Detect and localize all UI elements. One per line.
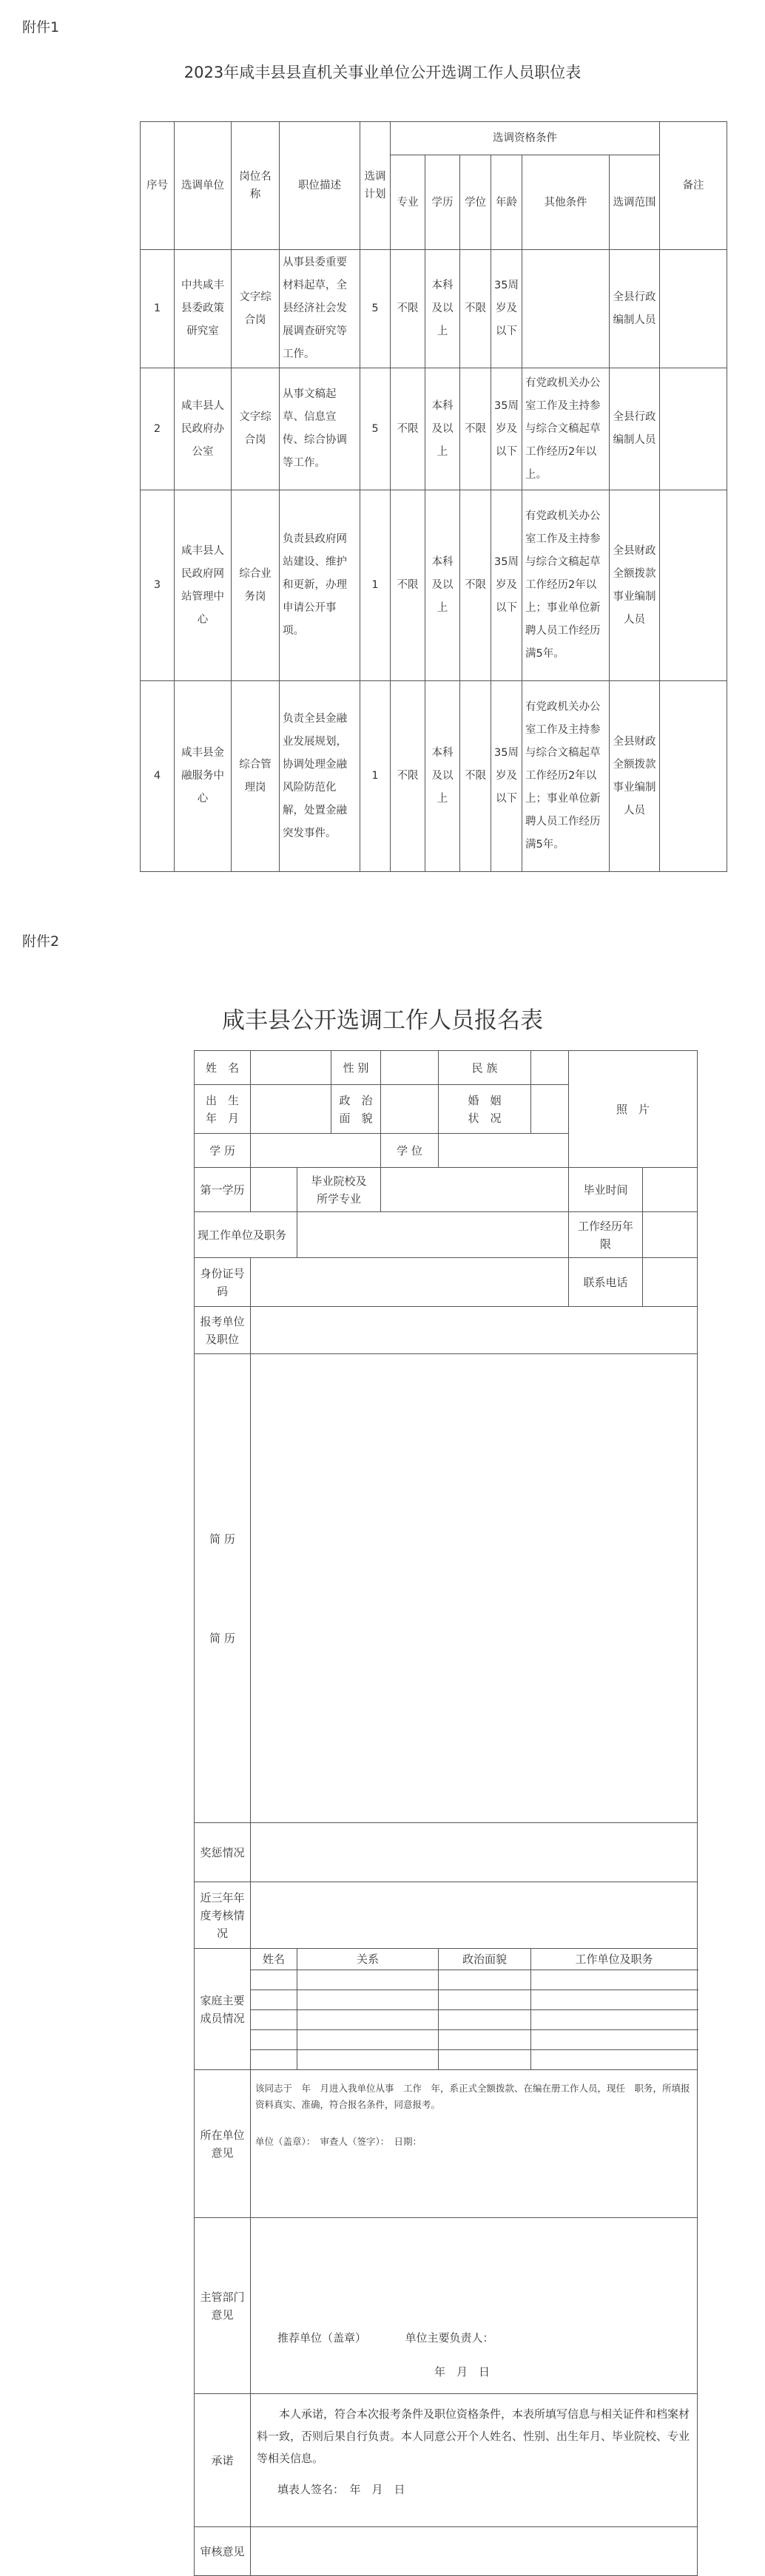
first-edu-field[interactable] xyxy=(251,1168,297,1212)
label-review: 近三年年 度考核情 况 xyxy=(195,1882,251,1949)
awards-field[interactable] xyxy=(251,1823,698,1882)
label-resume-2: 简 历 xyxy=(209,1631,235,1645)
birth-field[interactable] xyxy=(251,1085,331,1134)
row-other: 有党政机关办公室工作及主持参与综合文稿起草工作经历2年以上；事业单位新聘人员工作经历满5年。 xyxy=(522,490,610,681)
header-other: 其他条件 xyxy=(522,155,610,250)
row-age: 35周岁及以下 xyxy=(491,490,522,681)
row-degree: 不限 xyxy=(460,368,491,490)
row-other xyxy=(522,250,610,368)
label-audit: 审核意见 xyxy=(195,2527,251,2576)
row-major: 不限 xyxy=(391,368,425,490)
row-edu: 本科及以上 xyxy=(425,250,460,368)
label-political: 政 治 面 貌 xyxy=(331,1085,381,1134)
header-major: 专业 xyxy=(391,155,425,250)
family-col-political: 政治面貌 xyxy=(439,1949,531,1970)
row-unit: 中共咸丰县委政策研究室 xyxy=(175,250,232,368)
current-work-field[interactable] xyxy=(297,1212,569,1258)
table-row xyxy=(141,490,727,681)
header-plan: 选调计划 xyxy=(360,122,391,250)
row-no: 4 xyxy=(141,681,175,872)
row-desc: 负责县政府网站建设、维护和更新，办理申请公开事项。 xyxy=(280,490,360,681)
row-post: 文字综合岗 xyxy=(232,368,280,490)
row-remark xyxy=(660,250,727,368)
row-no: 1 xyxy=(141,250,175,368)
unit-opinion-text: 该同志于 年 月进入我单位从事 工作 年，系正式全额拨款、在编在册工作人员，现任 职务，所填报资料真实、准确，符合报名条件，同意报考。 xyxy=(255,2083,690,2110)
label-edu: 学 历 xyxy=(195,1134,251,1168)
table-row xyxy=(141,250,727,368)
label-resume-1: 简 历 xyxy=(209,1532,235,1546)
row-edu: 本科及以上 xyxy=(425,368,460,490)
label-first-edu: 第一学历 xyxy=(195,1168,251,1212)
label-birth: 出 生 年 月 xyxy=(195,1085,251,1134)
family-cell[interactable] xyxy=(439,1990,531,2010)
row-scope: 全县行政编制人员 xyxy=(610,368,660,490)
label-resume xyxy=(195,1354,251,1823)
row-degree: 不限 xyxy=(460,490,491,681)
header-no: 序号 xyxy=(141,122,175,250)
audit-field[interactable] xyxy=(251,2527,698,2576)
family-cell[interactable] xyxy=(251,1970,297,1990)
label-apply-post: 报考单位 及职位 xyxy=(195,1307,251,1354)
family-cell[interactable] xyxy=(251,1990,297,2010)
label-dept-opinion: 主管部门 意见 xyxy=(195,2218,251,2394)
label-gender: 性 别 xyxy=(331,1051,381,1085)
family-col-work: 工作单位及职务 xyxy=(531,1949,698,1970)
row-no: 2 xyxy=(141,368,175,490)
row-degree: 不限 xyxy=(460,250,491,368)
family-cell[interactable] xyxy=(297,1970,439,1990)
header-post: 岗位名称 xyxy=(232,122,280,250)
table-row xyxy=(141,368,727,490)
header-conditions: 选调资格条件 xyxy=(391,122,660,155)
row-plan: 1 xyxy=(360,490,391,681)
grad-time-field[interactable] xyxy=(643,1168,698,1212)
header-unit: 选调单位 xyxy=(175,122,232,250)
row-desc: 从事文稿起草、信息宣传、综合协调等工作。 xyxy=(280,368,360,490)
pledge-field[interactable] xyxy=(251,2394,698,2527)
row-scope: 全县财政全额拨款事业编制人员 xyxy=(610,490,660,681)
label-family: 家庭主要 成员情况 xyxy=(195,1949,251,2070)
marital-field[interactable] xyxy=(531,1085,569,1134)
row-major: 不限 xyxy=(391,490,425,681)
family-cell[interactable] xyxy=(531,1970,698,1990)
header-remark: 备注 xyxy=(660,122,727,250)
table-row xyxy=(141,681,727,872)
label-pledge: 承诺 xyxy=(195,2394,251,2527)
row-no: 3 xyxy=(141,490,175,681)
work-years-field[interactable] xyxy=(643,1212,698,1258)
label-id-no: 身份证号 码 xyxy=(195,1258,251,1307)
label-name: 姓 名 xyxy=(195,1051,251,1085)
row-unit: 咸丰县人民政府办公室 xyxy=(175,368,232,490)
form-title: 咸丰县公开选调工作人员报名表 xyxy=(222,1007,543,1034)
row-plan: 5 xyxy=(360,250,391,368)
positions-table-title: 2023年咸丰县县直机关事业单位公开选调工作人员职位表 xyxy=(183,64,582,81)
family-cell[interactable] xyxy=(439,2050,531,2070)
row-remark xyxy=(660,490,727,681)
row-degree: 不限 xyxy=(460,681,491,872)
id-no-field[interactable] xyxy=(251,1258,569,1307)
family-cell[interactable] xyxy=(251,2010,297,2030)
edu-field[interactable] xyxy=(251,1134,381,1168)
label-awards: 奖惩情况 xyxy=(195,1823,251,1882)
attachment-2-label: 附件2 xyxy=(22,933,60,950)
header-degree: 学位 xyxy=(460,155,491,250)
family-cell[interactable] xyxy=(439,2010,531,2030)
family-cell[interactable] xyxy=(531,2010,698,2030)
pledge-text: 本人承诺，符合本次报考条件及职位资格条件，本表所填写信息与相关证件和档案材料一致，否则后果自行负责。本人同意公开个人姓名、性别、出生年月、毕业院校、专业等相关信息。 xyxy=(257,2407,690,2465)
school-major-field[interactable] xyxy=(381,1168,569,1212)
row-post: 综合业务岗 xyxy=(232,490,280,681)
label-grad-time: 毕业时间 xyxy=(569,1168,643,1212)
row-plan: 1 xyxy=(360,681,391,872)
row-major: 不限 xyxy=(391,250,425,368)
row-scope: 全县行政编制人员 xyxy=(610,250,660,368)
header-edu: 学历 xyxy=(425,155,460,250)
label-unit-opinion: 所在单位 意见 xyxy=(195,2070,251,2218)
family-cell[interactable] xyxy=(251,2030,297,2050)
row-unit: 咸丰县金融服务中心 xyxy=(175,681,232,872)
family-cell[interactable] xyxy=(297,2050,439,2070)
dept-opinion-sign: 推荐单位（盖章） 单位主要负责人： xyxy=(277,2331,494,2345)
dept-opinion-field[interactable] xyxy=(251,2218,698,2394)
family-cell[interactable] xyxy=(297,2010,439,2030)
row-age: 35周岁及以下 xyxy=(491,250,522,368)
label-work-years: 工作经历年 限 xyxy=(569,1212,643,1258)
family-cell[interactable] xyxy=(531,2050,698,2070)
row-remark xyxy=(660,368,727,490)
family-col-name: 姓名 xyxy=(251,1949,297,1970)
row-post: 综合管理岗 xyxy=(232,681,280,872)
family-row[interactable] xyxy=(195,2050,698,2070)
family-cell[interactable] xyxy=(439,2030,531,2050)
row-age: 35周岁及以下 xyxy=(491,368,522,490)
pledge-sign: 填表人签名： 年 月 日 xyxy=(277,2483,405,2496)
label-degree: 学 位 xyxy=(381,1134,439,1168)
gender-field[interactable] xyxy=(381,1051,439,1085)
family-cell[interactable] xyxy=(251,2050,297,2070)
family-row[interactable] xyxy=(195,2010,698,2030)
header-scope: 选调范围 xyxy=(610,155,660,250)
degree-field[interactable] xyxy=(439,1134,569,1168)
family-cell[interactable] xyxy=(531,1990,698,2010)
family-row[interactable] xyxy=(195,2030,698,2050)
header-desc: 职位描述 xyxy=(280,122,360,250)
label-current-work: 现工作单位及职务 xyxy=(195,1212,297,1258)
phone-field[interactable] xyxy=(643,1258,698,1307)
attachment-1-label: 附件1 xyxy=(22,19,60,36)
row-remark xyxy=(660,681,727,872)
political-field[interactable] xyxy=(381,1085,439,1134)
header-age: 年龄 xyxy=(491,155,522,250)
label-marital: 婚 姻 状 况 xyxy=(439,1085,531,1134)
family-row[interactable] xyxy=(195,1990,698,2010)
row-desc: 从事县委重要材料起草，全县经济社会发展调查研究等工作。 xyxy=(280,250,360,368)
row-age: 35周岁及以下 xyxy=(491,681,522,872)
family-cell[interactable] xyxy=(439,1970,531,1990)
row-edu: 本科及以上 xyxy=(425,490,460,681)
resume-field[interactable] xyxy=(251,1354,698,1823)
review-field[interactable] xyxy=(251,1882,698,1949)
family-cell[interactable] xyxy=(297,2030,439,2050)
row-other: 有党政机关办公室工作及主持参与综合文稿起草工作经历2年以上；事业单位新聘人员工作经历满5年。 xyxy=(522,681,610,872)
row-desc: 负责全县金融业发展规划，协调处理金融风险防范化解，处置金融突发事件。 xyxy=(280,681,360,872)
label-phone: 联系电话 xyxy=(569,1258,643,1307)
label-school-major: 毕业院校及 所学专业 xyxy=(297,1168,381,1212)
photo-box[interactable]: 照 片 xyxy=(569,1051,698,1168)
positions-table xyxy=(140,121,727,872)
label-ethnicity: 民 族 xyxy=(439,1051,531,1085)
row-plan: 5 xyxy=(360,368,391,490)
row-major: 不限 xyxy=(391,681,425,872)
family-col-relation: 关系 xyxy=(297,1949,439,1970)
row-other: 有党政机关办公室工作及主持参与综合文稿起草工作经历2年以上。 xyxy=(522,368,610,490)
family-cell[interactable] xyxy=(297,1990,439,2010)
name-field[interactable] xyxy=(251,1051,331,1085)
ethnicity-field[interactable] xyxy=(531,1051,569,1085)
registration-form xyxy=(194,1050,698,2576)
unit-opinion-sign: 单位（盖章）： 审查人（签字）： 日期： xyxy=(255,2136,422,2147)
row-edu: 本科及以上 xyxy=(425,681,460,872)
unit-opinion-field[interactable] xyxy=(251,2070,698,2218)
dept-opinion-date: 年 月 日 xyxy=(434,2365,491,2379)
row-scope: 全县财政全额拨款事业编制人员 xyxy=(610,681,660,872)
apply-post-field[interactable] xyxy=(251,1307,698,1354)
family-row[interactable] xyxy=(195,1970,698,1990)
family-cell[interactable] xyxy=(531,2030,698,2050)
row-post: 文字综合岗 xyxy=(232,250,280,368)
row-unit: 咸丰县人民政府网站管理中心 xyxy=(175,490,232,681)
